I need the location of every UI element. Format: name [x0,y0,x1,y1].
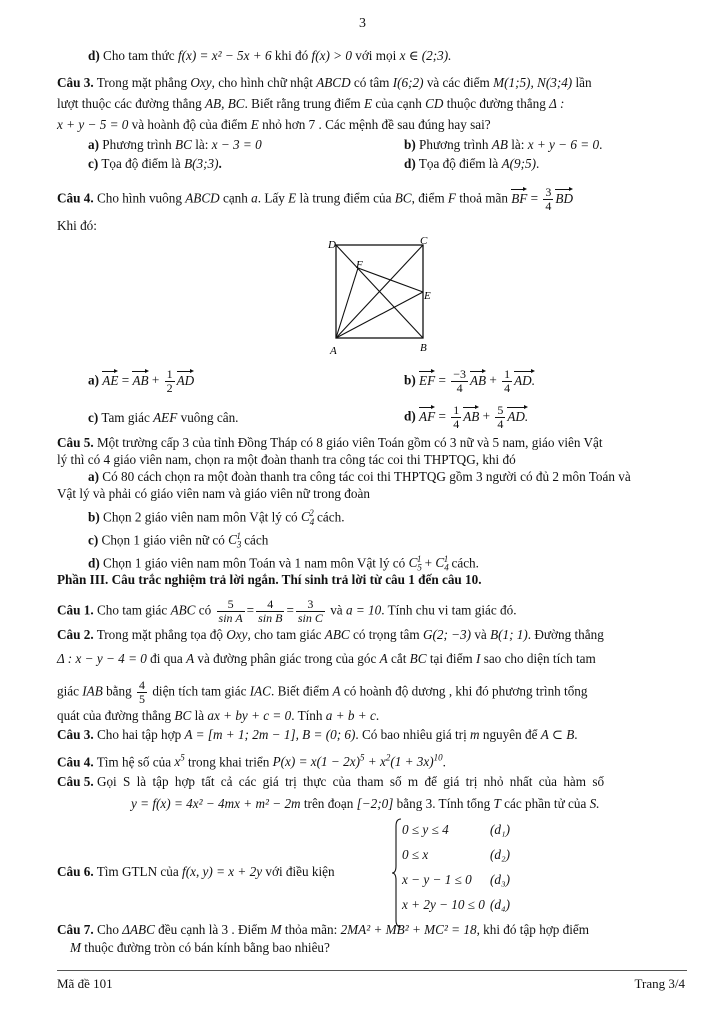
denominator: sin A [218,611,243,625]
numerator: 5 [217,598,245,612]
text: có tâm [353,75,390,90]
text: cách [244,532,269,548]
numerator: 1 [453,403,460,417]
text: cạnh [222,190,248,206]
math: BC [174,708,192,723]
text: Trong mặt phẳng [96,75,188,90]
math: f(x) > 0 [311,48,352,63]
q5-option-a-line2: Vật lý và phải có giáo viên nam và giáo viên nữ trong đoàn [57,486,370,501]
sup: 1 [443,554,449,564]
denominator: 4 [545,199,552,213]
text: + [489,372,497,388]
fraction [502,368,512,395]
option-label: c) [88,410,99,425]
superscript [417,554,422,564]
text: . [375,708,380,723]
fraction [543,186,553,213]
base: x [174,754,181,770]
q2d-line [88,48,451,64]
text: = [438,408,446,424]
text: và các điểm [426,75,490,90]
q3-option-b [404,137,602,153]
segment-ae [336,292,423,338]
p3-q7-line2 [70,940,330,956]
p3-q1 [57,598,517,625]
q3-option-d [404,156,539,172]
expr: P(x) = x(1 − 2x) [272,754,360,770]
question-label: Câu 6. [57,864,94,879]
text: tại điểm [429,651,473,666]
text: . Có bao nhiêu giá trị [355,727,467,742]
math: f(x) = x² − 5x + 6 [177,48,272,63]
vector: BF [511,187,527,207]
p3-q2-line1 [57,627,604,643]
constraint-tag: (d₂) [490,847,510,862]
text: Chọn 1 giáo viên nam môn Toán và 1 nam môn Vật lý có [103,555,406,571]
math: a = 10 [345,602,382,618]
constraint-row: x + 2y − 10 ≤ 0 [402,897,485,912]
vector: AB [463,405,479,425]
text: của cạnh [375,96,422,111]
text: Phương trình [102,137,172,152]
numerator: 4 [256,598,284,612]
text: , khi đó tập hợp điểm [476,922,590,937]
combination [408,554,422,574]
vector: AB [470,369,486,389]
numerator: −3 [453,367,466,381]
p3-q6 [57,864,335,880]
superscript [444,554,449,564]
segment-fe [358,268,423,292]
option-label: b) [404,372,416,388]
text: là [194,708,205,723]
q4-khi-do: Khi đó: [57,218,97,233]
question-label: Câu 5. [57,435,94,450]
text: cách. [451,555,479,571]
text: . Biết điểm [270,683,330,699]
q3-line3 [57,117,491,133]
text: đều cạnh là 3 . Điểm [158,922,268,937]
text: và đường phân giác trong của góc [197,651,377,666]
text: lần [575,75,592,90]
text: giác [57,683,79,699]
math: M(1;5), N(3;4) [493,75,573,90]
expr: (1 + 3x) [390,754,434,770]
denominator: 4 [456,381,463,395]
p3-q3 [57,727,578,743]
math: Δ : [549,96,565,111]
question-label: Câu 5. [57,774,94,789]
square-figure [325,237,440,357]
page-number: 3 [359,16,366,31]
math: M [70,940,81,955]
sub: 5 [417,563,422,574]
text: . [599,137,603,152]
superscript [236,531,241,541]
math: E [363,96,373,111]
q5-line1 [57,435,603,451]
exponent: 5 [359,753,365,763]
exponent: 10 [433,753,443,763]
text: và [474,627,487,642]
constraint-row: 0 ≤ y ≤ 4 [402,822,449,837]
text: trên đoạn [303,796,354,811]
numerator: 5 [497,403,504,417]
text: . Tính [291,708,323,723]
numerator: 4 [139,678,146,692]
option-label: b) [404,137,416,152]
text: . Lấy [257,190,285,206]
expr: + x [367,754,386,770]
text: = [246,602,255,618]
text: nhỏ hơn 7 . Các mệnh đề sau đúng hay sai? [262,117,491,132]
text: thuộc đường tròn có bán kính bằng bao nhiêu? [84,940,330,955]
option-label: d) [404,156,416,171]
math: B(1; 1) [490,627,528,642]
math: C [228,532,237,548]
footer-divider [57,970,687,971]
text: Một trường cấp 3 của tỉnh Đồng Tháp có 8 giáo viên Toán gồm có 3 nữ và 5 nam, giáo viên Vật [96,435,603,450]
text: Cho hai tập hợp [96,727,182,742]
q5-option-a-line1 [88,469,631,485]
text: cách. [317,509,345,525]
numerator: 1 [166,367,173,381]
subscript [237,540,242,550]
label-b: B [420,342,427,354]
text: và hoành độ của điểm [131,117,248,132]
p3-q2-line4 [57,708,379,724]
math: BC [409,651,427,666]
text: Tìm hệ số của [96,754,172,770]
question-label: Câu 2. [57,627,94,642]
option-label: d) [88,555,100,571]
text: , điểm [411,190,445,206]
label-d: D [328,239,336,251]
option-label: d) [404,408,416,424]
math: S. [589,796,600,811]
text: có hoành độ dương , khi đó phương trình tổng [343,683,588,699]
constraint-tag: (d₄) [490,897,510,912]
math: ax + by + c = 0 [207,708,292,723]
math: ABC [324,627,350,642]
fraction [217,598,245,625]
text: . Đường thẳng [527,627,604,642]
label-e: E [424,290,431,302]
system-brace [392,818,402,928]
math: B(3;3) [184,156,219,171]
fraction [451,368,468,395]
q3-line1 [57,75,592,91]
text: nguyên để [482,727,538,742]
text: . Biết rằng trung điểm [244,96,361,111]
text: với điều kiện [265,864,335,879]
text: + [151,372,160,388]
subscript [310,517,315,527]
denominator: 4 [497,417,504,431]
q3-line2 [57,96,564,112]
text: + [482,408,491,424]
combination [435,554,449,574]
q5-option-c [88,528,268,553]
text: lượt thuộc các đường thẳng [57,96,202,111]
vector: AD. [514,369,535,389]
math: ABCD [316,75,351,90]
math: Oxy [226,627,248,642]
math: a [251,190,258,206]
math: [−2;0] [356,796,394,811]
option-label: a) [88,469,99,484]
text: vuông cân. [180,410,239,425]
page-indicator: Trang 3/4 [634,976,685,991]
math [174,754,184,769]
math: ΔABC [122,922,155,937]
p3-q5-line1 [57,774,604,790]
text: sao cho diện tích tam [483,651,596,666]
text: có [198,602,212,618]
math [273,754,443,769]
text: , cho hình chữ nhật [211,75,313,90]
vector: AE [102,369,118,389]
text: là: [195,137,209,152]
text: Tọa độ điểm là [418,156,499,171]
text: bằng 3. Tính tổng [396,796,491,811]
vector: BD [555,187,573,207]
vector: AF [419,405,435,425]
math: 2MA² + MB² + MC² = 18 [340,922,477,937]
math: BC [394,190,412,206]
text: Phương trình [419,137,489,152]
text: = [121,372,130,388]
math: A = [m + 1; 2m − 1], B = (0; 6) [184,727,356,742]
exam-code: Mã đề 101 [57,976,113,991]
denominator: sin C [297,611,323,625]
q4-option-c [88,410,238,426]
text: Tìm GTLN của [96,864,179,879]
text: . [442,754,446,770]
math: f(x, y) = x + 2y [182,864,263,879]
math: m [470,727,480,742]
label-a: A [330,345,337,357]
q4-line1 [57,186,573,213]
text: Cho tam thức [103,48,175,63]
math: x + y − 5 = 0 [57,117,129,132]
question-label: Câu 4. [57,190,94,206]
text: khi đó [274,48,309,63]
math: E [288,190,297,206]
text: . [535,156,540,171]
text: với mọi [355,48,397,63]
sub: 4 [444,563,449,574]
text: + [424,555,433,571]
text: Có 80 cách chọn ra một đoàn thanh tra công tác coi thi THPTQG gồm 3 người có đủ 2 môn Toán và [102,469,631,484]
text: = [438,372,446,388]
fraction [296,598,325,625]
combination [228,531,242,551]
denominator: 5 [139,692,146,706]
text: đi qua [150,651,183,666]
denominator: 4 [504,381,511,395]
text: các phần tử của [504,796,587,811]
text: Tọa độ điểm là [101,156,181,171]
numerator: 3 [296,598,325,612]
math: IAB [82,683,103,699]
text: . Tính chu vi tam giác đó. [381,602,517,618]
math: AB [491,137,508,152]
fraction [256,598,284,625]
p3-q5-line2 [131,796,600,812]
math: C [435,555,445,571]
math: Δ : x − y − 4 = 0 [57,651,147,666]
text: Trong mặt phẳng tọa độ [96,627,223,642]
math: ABCD [185,190,220,206]
math: F [447,190,456,206]
math: A ⊂ B [540,727,575,742]
math: ABC [170,602,196,618]
text: , cho tam giác [247,627,322,642]
math: M [270,922,282,937]
math: Oxy [190,75,212,90]
math: C [300,509,310,525]
fraction [137,679,147,706]
text: = [530,190,539,206]
text: thoả mãn [459,190,508,206]
text: quát của đường thẳng [57,708,172,723]
numerator: 3 [545,185,552,199]
q4-option-d [404,404,528,431]
question-label: Câu 1. [57,602,94,618]
vector: AD [177,369,195,389]
q3-option-a [88,137,262,153]
option-label: a) [88,372,99,388]
q4-option-a [88,368,194,395]
label-c: C [420,237,428,247]
text: Cho [96,922,119,937]
exponent: 2 [385,753,391,763]
denominator: 2 [166,381,173,395]
question-label: Câu 3. [57,727,94,742]
text: bằng [106,683,132,699]
fraction [165,368,175,395]
q5-option-b [88,505,345,530]
text: . [218,156,222,171]
constraint-row: 0 ≤ x [402,847,429,862]
math: CD [425,96,444,111]
vector: AB [132,369,148,389]
math: E [250,117,259,132]
q4-option-b [404,368,535,395]
option-label: b) [88,509,100,525]
question-label: Câu 3. [57,75,94,90]
vector: EF [419,369,435,389]
label-f: F [356,259,363,271]
math: x − 3 = 0 [211,137,262,152]
math: I [475,651,481,666]
math: A [332,683,341,699]
sup: 1 [416,554,422,564]
sup: 2 [309,508,314,518]
p3-q4 [57,750,446,770]
text: thuộc đường thẳng [446,96,546,111]
math: A(9;5) [501,156,536,171]
sub: 4 [309,517,315,528]
combination [300,508,315,528]
p3-q2-line3 [57,679,588,706]
p3-q2-line2 [57,651,596,667]
text: cắt [391,651,407,666]
math: A [379,651,388,666]
text: Chọn 1 giáo viên nữ có [101,532,225,548]
option-label: a) [88,137,99,152]
denominator: 4 [453,417,460,431]
question-label: Câu 7. [57,922,94,937]
text: là trung điểm của [299,190,392,206]
option-label: d) [88,48,100,63]
math: C [408,555,418,571]
fraction [495,404,505,431]
constraint-row: x − y − 1 ≤ 0 [402,872,472,887]
brace-path [392,819,401,927]
q5-line2: lý thì có 4 giáo viên nam, chọn ra một đoàn thanh tra công tác coi thi THPTQG, khi đó [57,452,516,467]
denominator: sin B [258,611,283,625]
math: x ∈ (2;3). [399,48,452,63]
constraint-tag: (d₁) [490,822,510,837]
math: IAC [249,683,271,699]
text: Gọi S là tập hợp tất cả các giá trị thực của tham số m để giá trị nhỏ nhất của hàm số [96,774,605,789]
constraint-tag: (d₃) [490,872,510,887]
math: T [493,796,501,811]
exponent: 5 [180,753,185,763]
math: y = f(x) = 4x² − 4mx + m² − 2m [131,796,301,811]
fraction [451,404,461,431]
math: I(6;2) [392,75,424,90]
sup: 1 [236,531,241,541]
math: AEF [153,410,178,425]
math: BC [175,137,192,152]
numerator: 1 [504,367,511,381]
question-label: Câu 4. [57,754,94,770]
p3-q7-line1 [57,922,589,938]
q3-option-c [88,156,222,172]
option-label: c) [88,156,99,171]
math: A [186,651,195,666]
text: Cho tam giác [96,602,168,618]
vector: AD. [507,405,528,425]
option-label: c) [88,532,99,548]
text: diện tích tam giác [152,683,247,699]
math: AB, BC [205,96,245,111]
text: trong khai triển [188,754,270,770]
math: x + y − 6 = 0 [527,137,600,152]
part3-title: Phần III. Câu trắc nghiệm trả lời ngắn. Thí sinh trả lời từ câu 1 đến câu 10. [57,572,482,587]
math: G(2; −3) [422,627,472,642]
sub: 3 [236,540,242,551]
text: Chọn 2 giáo viên nam môn Vật lý có [103,509,298,525]
text: thỏa mãn: [284,922,338,937]
text: có trọng tâm [352,627,420,642]
text: Cho hình vuông [96,190,182,206]
text: = [286,602,294,618]
math: a + b + c [325,708,376,723]
text: . [574,727,578,742]
text: Tam giác [101,410,150,425]
text: là: [511,137,525,152]
text: và [330,602,343,618]
